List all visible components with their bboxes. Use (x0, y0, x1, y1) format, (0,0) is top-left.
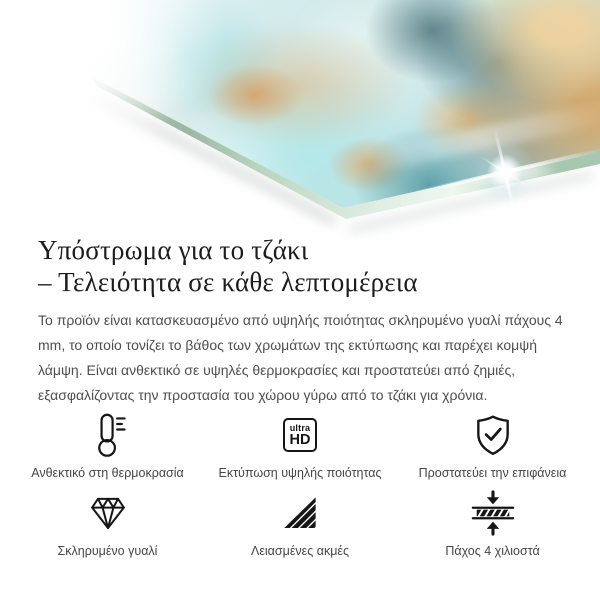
feature-label: Σκληρυμένο γυαλί (57, 544, 158, 558)
feature-print-quality (185, 410, 415, 480)
feature-label: Προστατεύει την επιφάνεια (418, 466, 567, 480)
feature-thickness (415, 488, 570, 558)
polished-edges-icon (282, 488, 318, 538)
feature-temperature (30, 410, 185, 480)
feature-label: Λειασμένες ακμές (250, 544, 349, 558)
product-photo (0, 0, 600, 230)
feature-tempered-glass (30, 488, 185, 558)
feature-polished-edges (185, 488, 415, 558)
product-description: Το προϊόν είναι κατασκευασμένο από υψηλής ποιότητας σκληρυμένο γυαλί πάχους 4 mm, το οποίο τονίζει το βάθος των χρωμάτων της εκτύπωσης και παρέχει κομψή λάμψη. Είναι ανθεκτικό σε υψηλές θερμοκρασίες και προστατεύει από ζημιές, εξασφαλίζοντας την προστασία του χώρου γύρω από το τζάκι για χρόνια. (38, 312, 563, 403)
text-section (0, 234, 600, 408)
diamond-icon (88, 488, 128, 538)
ultra-hd-icon: ultra HD (283, 410, 317, 460)
feature-label: Πάχος 4 χιλιοστά (445, 544, 540, 558)
feature-label: Ανθεκτικό στη θερμοκρασία (31, 466, 184, 480)
shield-check-icon (471, 410, 515, 460)
feature-grid (0, 410, 600, 558)
thickness-icon (470, 488, 516, 538)
feature-surface-protection (415, 410, 570, 480)
feature-label: Εκτύπωση υψηλής ποιότητας (218, 466, 382, 480)
page-title-line2: – Τελειότητα σε κάθε λεπτομέρεια (38, 267, 418, 297)
thermometer-icon (86, 410, 130, 460)
page-title (38, 234, 562, 298)
page-title-line1: Υπόστρωμα για το τζάκι (38, 235, 309, 265)
